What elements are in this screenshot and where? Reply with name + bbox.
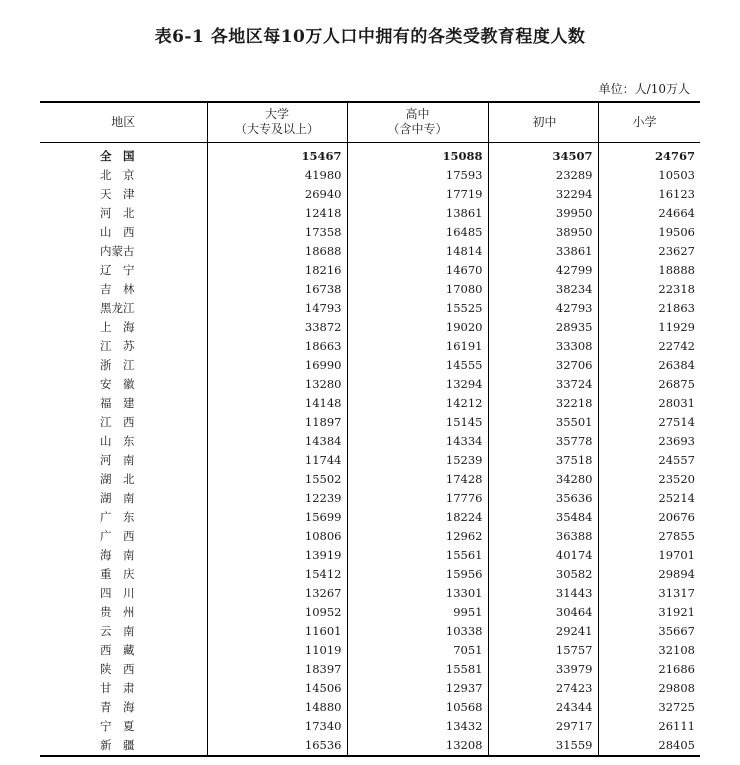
primary-cell: 26875: [598, 375, 700, 394]
header-junior: 初中: [488, 102, 598, 142]
junior-cell: 28935: [488, 318, 598, 337]
region-cell: 海 南: [100, 548, 135, 562]
junior-cell: 15757: [488, 641, 598, 660]
highschool-cell: 14334: [347, 432, 488, 451]
primary-cell: 24557: [598, 451, 700, 470]
header-region: 地区: [111, 114, 136, 129]
college-cell: 17340: [207, 717, 347, 736]
highschool-cell: 13432: [347, 717, 488, 736]
primary-cell: 26384: [598, 356, 700, 375]
highschool-cell: 15956: [347, 565, 488, 584]
region-cell: 青 海: [100, 700, 135, 714]
table-row: [40, 622, 700, 641]
primary-cell: 31317: [598, 584, 700, 603]
highschool-cell: 15581: [347, 660, 488, 679]
college-cell: 14384: [207, 432, 347, 451]
primary-cell: 22318: [598, 280, 700, 299]
region-cell: 山 东: [100, 434, 135, 448]
primary-cell: 32108: [598, 641, 700, 660]
table-row: [40, 166, 700, 185]
college-cell: 10806: [207, 527, 347, 546]
highschool-cell: 14212: [347, 394, 488, 413]
junior-cell: 35778: [488, 432, 598, 451]
college-cell: 13267: [207, 584, 347, 603]
highschool-cell: 10338: [347, 622, 488, 641]
primary-cell: 24767: [598, 142, 700, 166]
college-cell: 18688: [207, 242, 347, 261]
junior-cell: 27423: [488, 679, 598, 698]
primary-cell: 27514: [598, 413, 700, 432]
highschool-cell: 12937: [347, 679, 488, 698]
junior-cell: 33979: [488, 660, 598, 679]
highschool-cell: 13208: [347, 736, 488, 756]
table-row: [40, 223, 700, 242]
primary-cell: 23520: [598, 470, 700, 489]
college-cell: 15699: [207, 508, 347, 527]
table-header: [40, 102, 700, 142]
table-row: [40, 565, 700, 584]
region-cell: 甘 肃: [100, 681, 135, 695]
region-cell: 陕 西: [100, 662, 135, 676]
primary-cell: 21863: [598, 299, 700, 318]
junior-cell: 34280: [488, 470, 598, 489]
table-row: [40, 185, 700, 204]
table-row: [40, 660, 700, 679]
college-cell: 15502: [207, 470, 347, 489]
region-cell: 福 建: [100, 396, 135, 410]
region-cell: 吉 林: [100, 282, 135, 296]
table-row: [40, 318, 700, 337]
primary-cell: 25214: [598, 489, 700, 508]
header-college: [207, 102, 347, 142]
college-cell: 17358: [207, 223, 347, 242]
highschool-cell: 14814: [347, 242, 488, 261]
education-table: [40, 101, 700, 757]
table-row: [40, 204, 700, 223]
region-cell: 广 西: [100, 529, 135, 543]
table-row: [40, 603, 700, 622]
junior-cell: 29717: [488, 717, 598, 736]
junior-cell: 30582: [488, 565, 598, 584]
junior-cell: 38950: [488, 223, 598, 242]
region-cell: 上 海: [100, 320, 135, 334]
region-cell: 江 苏: [100, 339, 135, 353]
table-row: [40, 736, 700, 756]
header-highschool-line1: 高中: [405, 107, 430, 122]
highschool-cell: 17719: [347, 185, 488, 204]
primary-cell: 11929: [598, 318, 700, 337]
primary-cell: 16123: [598, 185, 700, 204]
table-row: [40, 375, 700, 394]
table-row: [40, 489, 700, 508]
primary-cell: 10503: [598, 166, 700, 185]
table-row: [40, 641, 700, 660]
highschool-cell: 15088: [347, 142, 488, 166]
table-row: [40, 280, 700, 299]
highschool-cell: 7051: [347, 641, 488, 660]
college-cell: 18663: [207, 337, 347, 356]
region-cell: 河 北: [100, 206, 135, 220]
table-row: [40, 584, 700, 603]
junior-cell: 24344: [488, 698, 598, 717]
highschool-cell: 15561: [347, 546, 488, 565]
junior-cell: 33724: [488, 375, 598, 394]
highschool-cell: 18224: [347, 508, 488, 527]
primary-cell: 27855: [598, 527, 700, 546]
table-row: [40, 508, 700, 527]
college-cell: 13919: [207, 546, 347, 565]
primary-cell: 28031: [598, 394, 700, 413]
table-row: [40, 470, 700, 489]
highschool-cell: 19020: [347, 318, 488, 337]
junior-cell: 31559: [488, 736, 598, 756]
primary-cell: 21686: [598, 660, 700, 679]
college-cell: 11019: [207, 641, 347, 660]
college-cell: 16738: [207, 280, 347, 299]
table-row: [40, 546, 700, 565]
table-row: [40, 432, 700, 451]
highschool-cell: 12962: [347, 527, 488, 546]
region-cell: 山 西: [100, 225, 135, 239]
primary-cell: 23693: [598, 432, 700, 451]
table-row: [40, 337, 700, 356]
college-cell: 12239: [207, 489, 347, 508]
table-row: [40, 698, 700, 717]
highschool-cell: 15239: [347, 451, 488, 470]
unit-label: 单位：人/10万人: [598, 82, 690, 96]
primary-cell: 31921: [598, 603, 700, 622]
college-cell: 14793: [207, 299, 347, 318]
junior-cell: 42799: [488, 261, 598, 280]
junior-cell: 35501: [488, 413, 598, 432]
college-cell: 11601: [207, 622, 347, 641]
highschool-cell: 16485: [347, 223, 488, 242]
table-row: [40, 451, 700, 470]
region-cell: 广 东: [100, 510, 135, 524]
header-college-line1: 大学: [264, 107, 289, 122]
junior-cell: 35636: [488, 489, 598, 508]
highschool-cell: 14670: [347, 261, 488, 280]
junior-cell: 32218: [488, 394, 598, 413]
college-cell: 16990: [207, 356, 347, 375]
table-row: [40, 394, 700, 413]
highschool-cell: 17776: [347, 489, 488, 508]
primary-cell: 29894: [598, 565, 700, 584]
region-cell: 安 徽: [100, 377, 135, 391]
college-cell: 18397: [207, 660, 347, 679]
region-cell: 辽 宁: [100, 263, 135, 277]
primary-cell: 24664: [598, 204, 700, 223]
highschool-cell: 13294: [347, 375, 488, 394]
junior-cell: 32294: [488, 185, 598, 204]
highschool-cell: 17080: [347, 280, 488, 299]
region-cell: 湖 北: [100, 472, 135, 486]
junior-cell: 30464: [488, 603, 598, 622]
primary-cell: 29808: [598, 679, 700, 698]
junior-cell: 39950: [488, 204, 598, 223]
header-highschool-line2: （含中专）: [387, 122, 448, 137]
primary-cell: 23627: [598, 242, 700, 261]
table-title: 表6-1 各地区每10万人口中拥有的各类受教育程度人数: [154, 27, 586, 47]
highschool-cell: 17593: [347, 166, 488, 185]
region-cell: 湖 南: [100, 491, 135, 505]
table-row: [40, 261, 700, 280]
college-cell: 14148: [207, 394, 347, 413]
region-cell: 天 津: [100, 187, 135, 201]
table-row: [40, 527, 700, 546]
college-cell: 10952: [207, 603, 347, 622]
junior-cell: 38234: [488, 280, 598, 299]
junior-cell: 31443: [488, 584, 598, 603]
primary-cell: 19506: [598, 223, 700, 242]
primary-cell: 20676: [598, 508, 700, 527]
highschool-cell: 15145: [347, 413, 488, 432]
highschool-cell: 16191: [347, 337, 488, 356]
region-cell: 贵 州: [100, 605, 135, 619]
primary-cell: 35667: [598, 622, 700, 641]
header-college-line2: （大专及以上）: [234, 122, 319, 137]
primary-cell: 22742: [598, 337, 700, 356]
table-row: [40, 299, 700, 318]
header-primary: 小学: [598, 102, 700, 142]
region-cell: 云 南: [100, 624, 135, 638]
region-cell: 宁 夏: [100, 719, 135, 733]
primary-cell: 28405: [598, 736, 700, 756]
region-cell: 内蒙古: [100, 244, 135, 258]
junior-cell: 32706: [488, 356, 598, 375]
college-cell: 13280: [207, 375, 347, 394]
region-cell: 浙 江: [100, 358, 135, 372]
header-highschool: [347, 102, 488, 142]
junior-cell: 23289: [488, 166, 598, 185]
region-cell: 河 南: [100, 453, 135, 467]
region-cell: 重 庆: [100, 567, 135, 581]
junior-cell: 40174: [488, 546, 598, 565]
table-row: [40, 717, 700, 736]
primary-cell: 18888: [598, 261, 700, 280]
table-body: [40, 142, 700, 756]
table-row: [40, 413, 700, 432]
junior-cell: 37518: [488, 451, 598, 470]
junior-cell: 33308: [488, 337, 598, 356]
junior-cell: 42793: [488, 299, 598, 318]
junior-cell: 29241: [488, 622, 598, 641]
region-cell: 北 京: [100, 168, 135, 182]
college-cell: 16536: [207, 736, 347, 756]
primary-cell: 26111: [598, 717, 700, 736]
college-cell: 14880: [207, 698, 347, 717]
college-cell: 41980: [207, 166, 347, 185]
region-cell: 西 藏: [100, 643, 135, 657]
table-row: [40, 679, 700, 698]
college-cell: 11897: [207, 413, 347, 432]
highschool-cell: 15525: [347, 299, 488, 318]
college-cell: 14506: [207, 679, 347, 698]
region-cell: 新 疆: [40, 736, 207, 756]
primary-cell: 32725: [598, 698, 700, 717]
table-row: [40, 356, 700, 375]
highschool-cell: 9951: [347, 603, 488, 622]
college-cell: 15467: [207, 142, 347, 166]
table-row: [40, 242, 700, 261]
junior-cell: 34507: [488, 142, 598, 166]
region-cell: 四 川: [100, 586, 135, 600]
region-cell: 江 西: [100, 415, 135, 429]
college-cell: 33872: [207, 318, 347, 337]
college-cell: 18216: [207, 261, 347, 280]
highschool-cell: 14555: [347, 356, 488, 375]
college-cell: 11744: [207, 451, 347, 470]
college-cell: 12418: [207, 204, 347, 223]
junior-cell: 36388: [488, 527, 598, 546]
region-cell: 黑龙江: [100, 301, 135, 315]
highschool-cell: 17428: [347, 470, 488, 489]
highschool-cell: 10568: [347, 698, 488, 717]
table-row: [40, 142, 700, 166]
college-cell: 15412: [207, 565, 347, 584]
highschool-cell: 13861: [347, 204, 488, 223]
college-cell: 26940: [207, 185, 347, 204]
junior-cell: 35484: [488, 508, 598, 527]
primary-cell: 19701: [598, 546, 700, 565]
region-cell: 全 国: [100, 149, 135, 163]
junior-cell: 33861: [488, 242, 598, 261]
highschool-cell: 13301: [347, 584, 488, 603]
